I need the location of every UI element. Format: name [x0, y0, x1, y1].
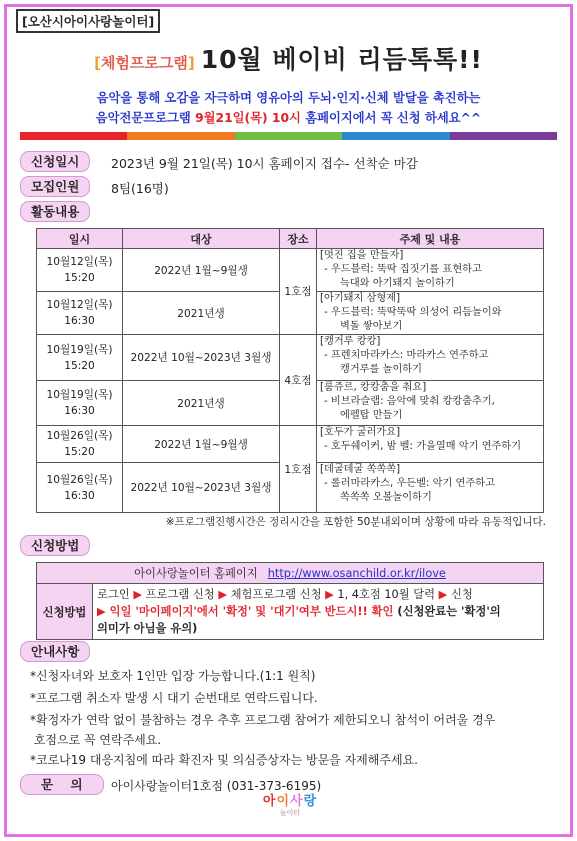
row-topic: [룸쥬르, 캉캉춤을 춰요] - 비브라슬랩: 음악에 맞춰 캉캉춤추기, 에펠탑 만들기	[317, 381, 544, 426]
apply-date-value: 2023년 9월 21일(목) 10시 홈페이지 접수- 선착순 마감	[111, 156, 418, 171]
row-target: 2022년 10월~2023년 3월생	[123, 335, 280, 381]
row-date: 10월12일(목) 15:20	[37, 249, 123, 292]
row-date: 10월19일(목) 15:20	[37, 335, 123, 381]
apply-method-label: 신청방법	[20, 535, 90, 556]
guide-item: 호점으로 꼭 연락주세요.	[30, 733, 162, 747]
recruit-label: 모집인원	[20, 176, 90, 197]
row-place: 1호점	[280, 426, 317, 513]
row-target: 2022년 1월~9월생	[123, 249, 280, 292]
row-target: 2022년 1월~9월생	[123, 426, 280, 463]
guide-item: *확정자가 연락 없이 불참하는 경우 추후 프로그램 참여가 제한되오니 참석이 어려울 경우	[30, 713, 496, 727]
apply-site-label: 아이사랑놀이터 홈페이지	[134, 567, 258, 580]
program-tag: [체험프로그램]	[94, 54, 195, 72]
row-target: 2021년생	[123, 381, 280, 426]
row-date: 10월12일(목) 16:30	[37, 292, 123, 335]
rainbow-segment-orange	[127, 132, 234, 140]
org-logo	[250, 795, 330, 821]
logo-text: 아이사랑	[262, 794, 318, 809]
header-topic: 주제 및 내용	[317, 229, 544, 249]
rainbow-bar	[20, 132, 557, 140]
guide-item: *프로그램 취소자 발생 시 대기 순번대로 연락드립니다.	[30, 691, 318, 705]
subtitle-line1: 음악을 통해 오감을 자극하며 영유아의 두뇌·인지·신체 발달을 촉진하는	[96, 91, 481, 105]
title-main: 10월 베이비 리듬톡톡!!	[200, 45, 483, 74]
apply-steps: 로그인 ▶ 프로그램 신청 ▶ 체험프로그램 신청 ▶ 1, 4호점 10월 달력 ▶ 신청 ▶ 익일 '마이페이지'에서 '확정' 및 '대기'여부 반드시!! 확인 (신청완료는 '확정'의 의미가 아님을 유의)	[93, 584, 544, 640]
contact-value: 아이사랑놀이터1호점 (031-373-6195)	[111, 779, 322, 793]
table-row	[37, 249, 544, 292]
rainbow-segment-blue	[342, 132, 449, 140]
row-topic: [멋진 집을 만들자] - 우드블럭: 뚝딱 집짓기를 표현하고 늑대와 아기돼지 놀이하기	[317, 249, 544, 292]
rainbow-segment-purple	[450, 132, 557, 140]
logo-subtext: 놀이터	[279, 809, 301, 817]
apply-method-table	[36, 562, 544, 640]
apply-date-label: 신청일시	[20, 151, 90, 172]
header-date: 일시	[37, 229, 123, 249]
apply-row-label: 신청방법	[37, 584, 93, 640]
guide-item: *코로나19 대응지침에 따라 확진자 및 의심증상자는 방문을 자제해주세요.	[30, 753, 418, 767]
arrow-right-icon: ▶	[218, 588, 228, 601]
arrow-right-icon: ▶	[325, 588, 334, 601]
page-title	[0, 40, 577, 76]
row-date: 10월19일(목) 16:30	[37, 381, 123, 426]
guide-item: *신청자녀와 보호자 1인만 입장 가능합니다.(1:1 원칙)	[30, 669, 316, 683]
org-tag: [오산시아이사랑놀이터]	[16, 9, 160, 33]
row-topic: [호두가 굴러가요] - 호두쉐이커, 밤 벨: 가을열매 악기 연주하기	[317, 426, 544, 463]
rainbow-segment-green	[235, 132, 342, 140]
contact-label: 문 의	[20, 774, 104, 795]
apply-site-row	[37, 563, 544, 584]
row-target: 2021년생	[123, 292, 280, 335]
row-target: 2022년 10월~2023년 3월생	[123, 463, 280, 513]
header-target: 대상	[123, 229, 280, 249]
schedule-header-row	[37, 229, 544, 249]
arrow-right-icon: ▶	[133, 588, 143, 601]
schedule-note: ※프로그램진행시간은 정리시간을 포함한 50분내외이며 상황에 따라 유동적입니다.	[165, 516, 546, 528]
row-topic: [아기돼지 삼형제] - 우드블럭: 뚝딱뚝딱 의성어 리듬놀이와 벽돌 쌓아보기	[317, 292, 544, 335]
schedule-table	[36, 228, 544, 513]
row-place: 1호점	[280, 249, 317, 335]
row-date: 10월26일(목) 15:20	[37, 426, 123, 463]
table-row	[37, 426, 544, 463]
subtitle-line2: 음악전문프로그램 9월21일(목) 10시 홈페이지에서 꼭 신청 하세요^^	[95, 111, 482, 125]
row-place: 4호점	[280, 335, 317, 426]
rainbow-segment-red	[20, 132, 127, 140]
guide-label: 안내사항	[20, 641, 90, 662]
arrow-right-icon: ▶	[438, 588, 448, 601]
header-place: 장소	[280, 229, 317, 249]
activity-label: 활동내용	[20, 201, 90, 222]
arrow-right-icon: ▶	[97, 605, 106, 618]
table-row	[37, 335, 544, 381]
row-topic: [데굴데굴 쏙쏙쏙] - 롤러마라카스, 우든벨: 악기 연주하고 쏙쏙쏙 오볼놀이하기	[317, 463, 544, 513]
homepage-link[interactable]: http://www.osanchild.or.kr/ilove	[267, 567, 446, 580]
recruit-value: 8팀(16명)	[111, 181, 169, 196]
row-topic: [캥거루 캉캉] - 프렌치마라카스: 마라카스 연주하고 캥거루를 놀이하기	[317, 335, 544, 381]
row-date: 10월26일(목) 16:30	[37, 463, 123, 513]
